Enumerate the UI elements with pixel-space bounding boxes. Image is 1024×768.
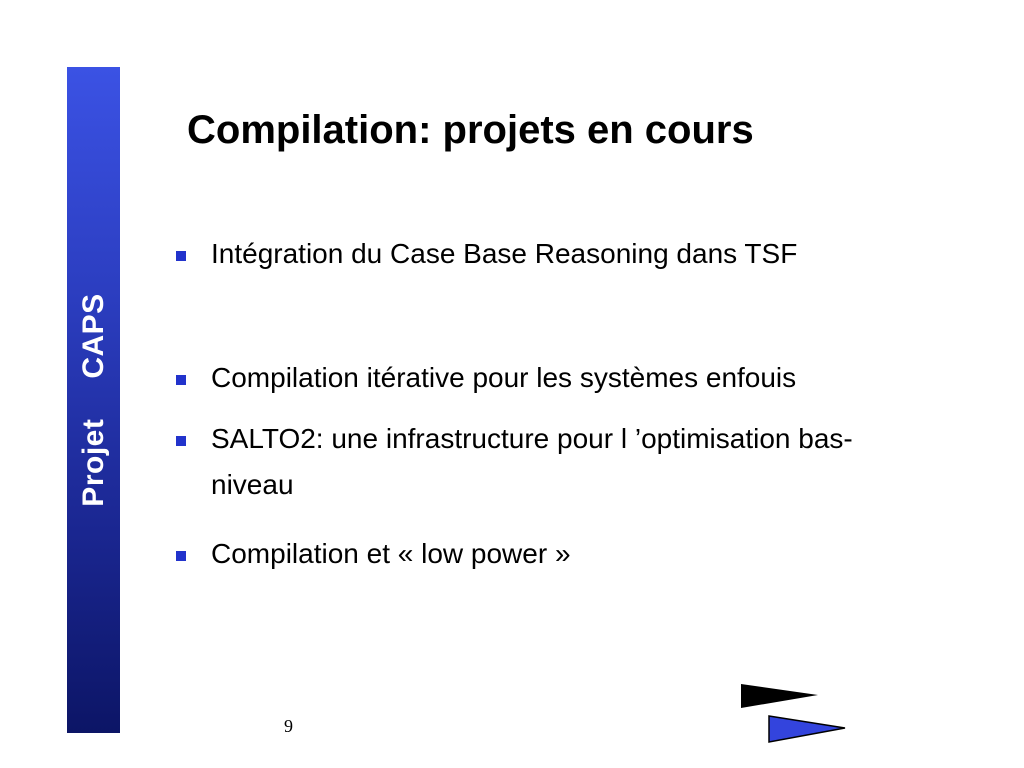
side-banner-word-projet: Projet	[76, 418, 110, 507]
square-bullet-icon	[176, 436, 186, 446]
square-bullet-icon	[176, 251, 186, 261]
side-banner-word-caps: CAPS	[76, 293, 110, 379]
bullet-text: Compilation et « low power »	[211, 538, 571, 569]
navigation-arrows	[738, 680, 850, 746]
bullet-text: Compilation itérative pour les systèmes enfouis	[211, 362, 797, 393]
bullet-item	[176, 540, 936, 577]
bullet-text: SALTO2: une infrastructure pour l ’optimisation bas-niveau	[211, 423, 853, 500]
blue-arrow-icon[interactable]	[769, 716, 845, 742]
slide-title: Compilation: projets en cours	[187, 108, 754, 152]
bullet-item	[176, 240, 936, 277]
bullet-text: Intégration du Case Base Reasoning dans TSF	[211, 238, 798, 269]
square-bullet-icon	[176, 551, 186, 561]
black-arrow-icon[interactable]	[741, 684, 818, 708]
square-bullet-icon	[176, 375, 186, 385]
page-number: 9	[284, 716, 293, 736]
bullet-item	[176, 364, 936, 401]
side-banner-label	[77, 293, 111, 506]
side-banner	[67, 67, 120, 733]
bullet-item	[176, 425, 936, 508]
